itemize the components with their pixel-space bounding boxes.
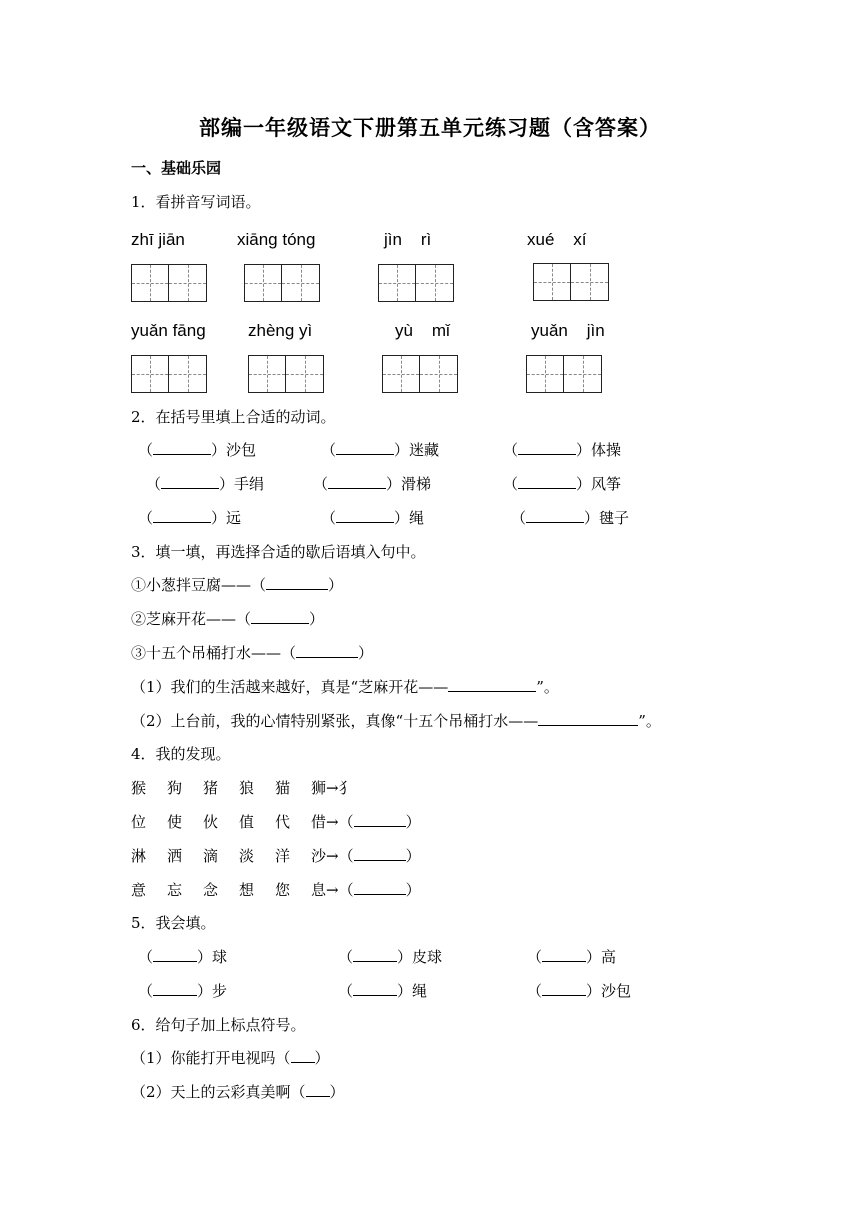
answer-blank[interactable] bbox=[353, 981, 397, 996]
pinyin: xiāng tóng bbox=[237, 230, 316, 249]
question-2-label: 2．在括号里填上合适的动词。 bbox=[131, 408, 336, 426]
fill-item: （ ）手绢 bbox=[146, 475, 265, 493]
fill-item: （ ）绳 bbox=[321, 509, 425, 527]
answer-blank[interactable] bbox=[153, 947, 197, 962]
writing-grid[interactable] bbox=[248, 355, 324, 393]
page-title: 部编一年级语文下册第五单元练习题（含答案） bbox=[199, 115, 661, 140]
answer-blank[interactable] bbox=[538, 711, 638, 726]
char-row: 猴 狗 猪 狼 猫 狮→犭 bbox=[131, 779, 354, 797]
pinyin: zhī jiān bbox=[131, 230, 185, 249]
pinyin: yù mǐ bbox=[395, 321, 450, 340]
answer-blank[interactable] bbox=[266, 575, 328, 590]
answer-blank[interactable] bbox=[542, 947, 586, 962]
fill-item: （ ）滑梯 bbox=[313, 475, 432, 493]
char-row: 淋 洒 滴 淡 洋 沙→（ ） bbox=[131, 847, 421, 865]
answer-blank[interactable] bbox=[518, 440, 576, 455]
answer-blank[interactable] bbox=[153, 981, 197, 996]
question-6-label: 6．给句子加上标点符号。 bbox=[131, 1016, 306, 1034]
answer-blank[interactable] bbox=[448, 677, 536, 692]
answer-blank[interactable] bbox=[306, 1082, 330, 1097]
char-row: 位 使 伙 值 代 借→（ ） bbox=[131, 813, 421, 831]
answer-blank[interactable] bbox=[336, 508, 394, 523]
sentence-2: （2）上台前，我的心情特别紧张，真像“十五个吊桶打水—— ”。 bbox=[131, 712, 661, 730]
arrow-icon: →（ bbox=[326, 881, 354, 899]
fill-item: （ ）风筝 bbox=[503, 475, 622, 493]
arrow-icon: →（ bbox=[326, 847, 354, 865]
answer-blank[interactable] bbox=[328, 474, 386, 489]
proverb-line: ③十五个吊桶打水——（ ） bbox=[131, 644, 374, 662]
pinyin: zhèng yì bbox=[248, 321, 313, 340]
pinyin: yuǎn jìn bbox=[531, 321, 605, 340]
answer-blank[interactable] bbox=[153, 440, 211, 455]
arrow-icon: → bbox=[326, 779, 339, 797]
writing-grid[interactable] bbox=[378, 264, 454, 302]
writing-grid[interactable] bbox=[131, 264, 207, 302]
sentence-1: （1）我们的生活越来越好，真是“芝麻开花—— ”。 bbox=[131, 678, 559, 696]
fill-item: （ ）毽子 bbox=[511, 509, 630, 527]
answer-blank[interactable] bbox=[251, 609, 309, 624]
fill-item: （ ）体操 bbox=[503, 441, 622, 459]
fill-item: （ ）皮球 bbox=[338, 948, 443, 966]
fill-item: （ ）绳 bbox=[338, 982, 428, 1000]
answer-blank[interactable] bbox=[353, 947, 397, 962]
fill-item: （ ）迷藏 bbox=[321, 441, 440, 459]
proverb-line: ①小葱拌豆腐——（ ） bbox=[131, 576, 344, 594]
section-heading: 一、基础乐园 bbox=[131, 159, 222, 177]
char-row: 意 忘 念 想 您 息→（ ） bbox=[131, 881, 421, 899]
punctuation-sentence: （2）天上的云彩真美啊（ ） bbox=[131, 1083, 345, 1101]
fill-item: （ ）球 bbox=[138, 948, 228, 966]
writing-grid[interactable] bbox=[244, 264, 320, 302]
writing-grid[interactable] bbox=[131, 355, 207, 393]
answer-blank[interactable] bbox=[354, 880, 406, 895]
answer-blank[interactable] bbox=[291, 1048, 315, 1063]
punctuation-sentence: （1）你能打开电视吗（ ） bbox=[131, 1049, 330, 1067]
arrow-icon: →（ bbox=[326, 813, 354, 831]
writing-grid[interactable] bbox=[526, 355, 602, 393]
fill-item: （ ）高 bbox=[527, 948, 617, 966]
answer-blank[interactable] bbox=[161, 474, 219, 489]
answer-blank[interactable] bbox=[518, 474, 576, 489]
question-3-label: 3．填一填，再选择合适的歇后语填入句中。 bbox=[131, 543, 426, 561]
answer-blank[interactable] bbox=[296, 643, 358, 658]
writing-grid[interactable] bbox=[533, 263, 609, 301]
answer-blank[interactable] bbox=[153, 508, 211, 523]
question-4-label: 4．我的发现。 bbox=[131, 745, 231, 763]
answer-blank[interactable] bbox=[354, 846, 406, 861]
radical-answer: 犭 bbox=[338, 779, 354, 797]
pinyin: xué xí bbox=[527, 230, 587, 249]
proverb-line: ②芝麻开花——（ ） bbox=[131, 610, 325, 628]
answer-blank[interactable] bbox=[354, 812, 406, 827]
fill-item: （ ）远 bbox=[138, 509, 242, 527]
question-1-label: 1．看拼音写词语。 bbox=[131, 193, 261, 211]
pinyin: jìn rì bbox=[384, 230, 432, 249]
question-5-label: 5．我会填。 bbox=[131, 914, 216, 932]
fill-item: （ ）沙包 bbox=[527, 982, 632, 1000]
pinyin: yuǎn fāng bbox=[131, 321, 206, 340]
fill-item: （ ）步 bbox=[138, 982, 228, 1000]
answer-blank[interactable] bbox=[526, 508, 584, 523]
writing-grid[interactable] bbox=[382, 355, 458, 393]
answer-blank[interactable] bbox=[336, 440, 394, 455]
fill-item: （ ）沙包 bbox=[138, 441, 257, 459]
answer-blank[interactable] bbox=[542, 981, 586, 996]
